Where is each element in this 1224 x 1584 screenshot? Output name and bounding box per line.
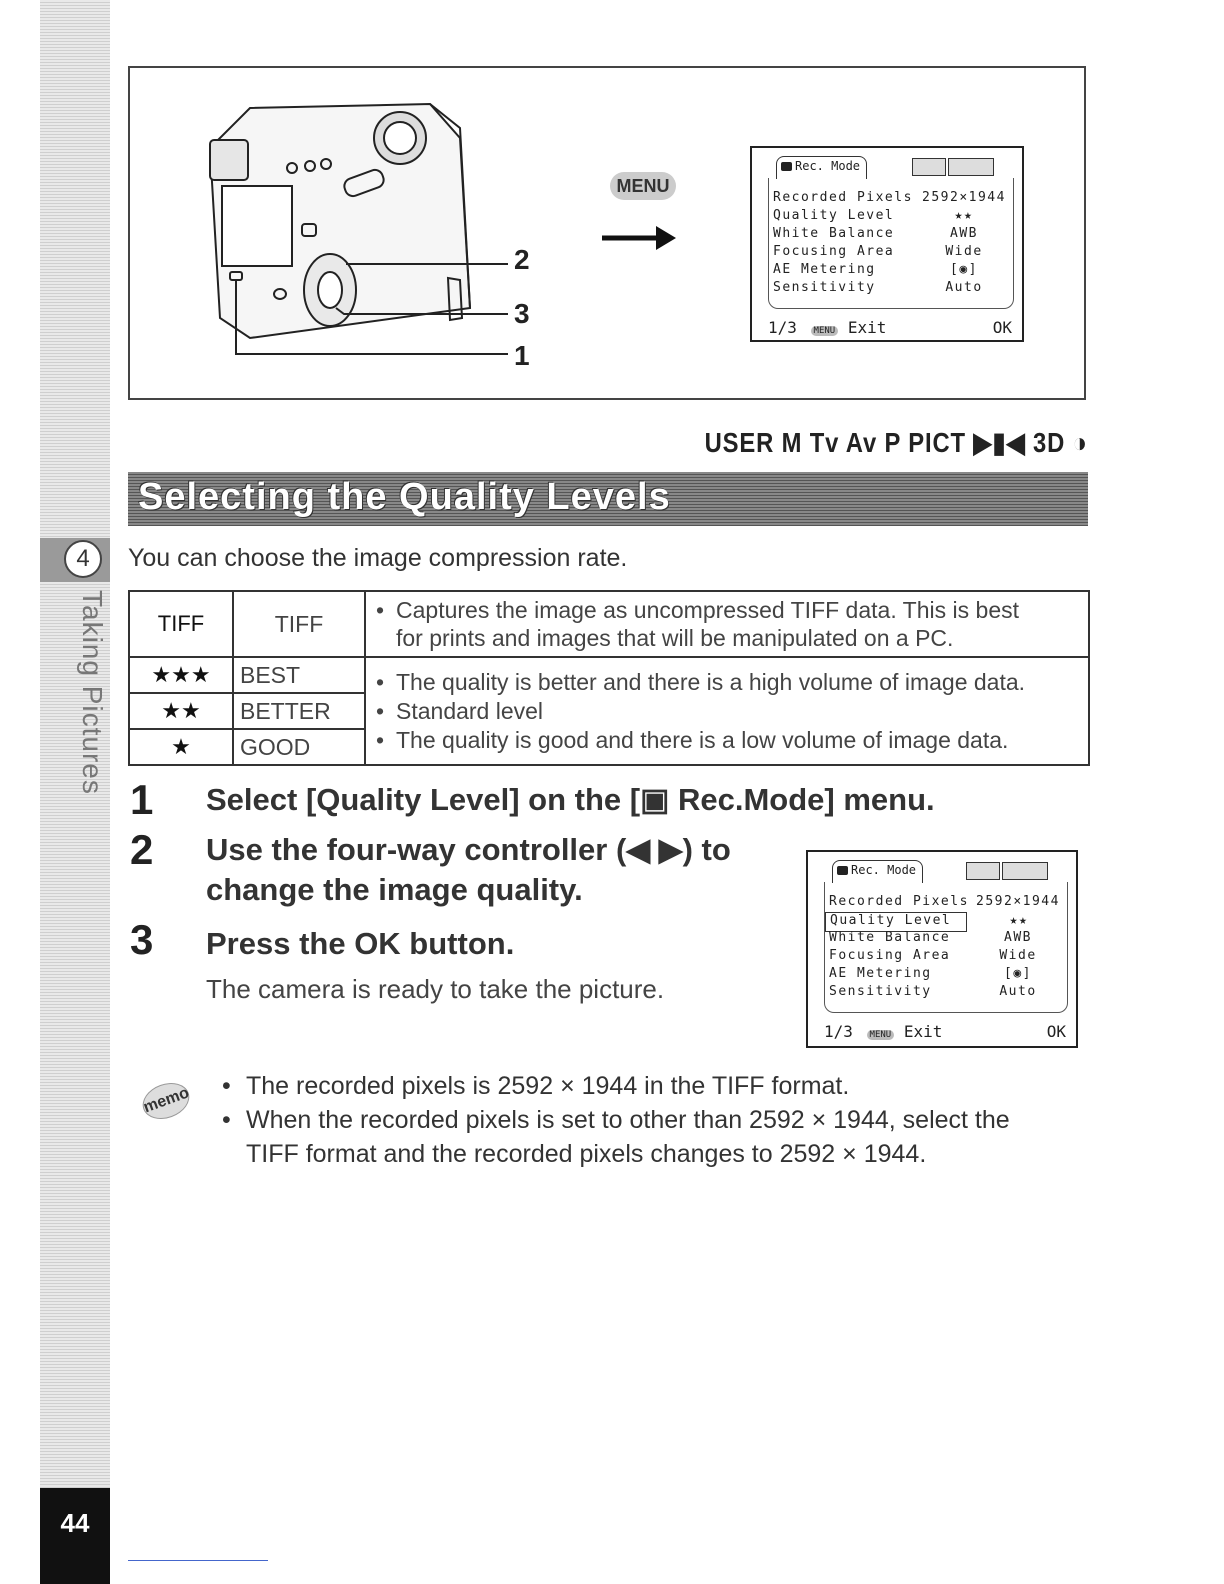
tab-playback [912,158,946,176]
step-number: 2 [130,826,154,873]
callout-1: 1 [514,340,530,371]
lcd-screen-quality [806,850,1078,1048]
page-number: 44 [60,1508,90,1538]
tab-setup [948,158,994,176]
table-row [129,657,1089,693]
callout-2: 2 [514,244,530,275]
table-row [129,591,1089,657]
quality-symbol: ★★★ [129,657,233,693]
lcd-row: Focusing Area Wide [773,244,983,259]
step-3-subtext: The camera is ready to take the picture. [206,974,665,1004]
lcd-row: White Balance AWB [829,930,1032,945]
lcd-row: Sensitivity Auto [773,280,983,295]
step-number: 3 [130,916,154,963]
tab-setup [1002,862,1048,880]
lcd-tabs [760,156,1014,178]
intro-text: You can choose the image compression rate. [128,544,628,572]
mode-icons: USER M Tv Av P PICT ▶▮◀ 3D ◑ [704,427,1088,458]
step-text: Press the OK button. [206,926,515,961]
step-text: Select [Quality Level] on the [▣ Rec.Mode] menu. [206,782,935,817]
memo-icon: memo [136,1078,186,1122]
quality-name: TIFF [233,591,365,657]
lcd-row: Sensitivity Auto [829,984,1037,999]
lcd-screen-menu [750,146,1024,342]
lcd-row: White Balance AWB [773,226,978,241]
lcd-row: AE Metering [◉] [829,966,1032,981]
chapter-title: Taking Pictures [77,590,108,795]
menu-mini-icon: MENU [811,326,839,336]
tab-rec-mode: Rec. Mode [776,156,867,179]
camera-icon [837,866,848,875]
quality-symbol: TIFF [129,591,233,657]
lcd-menu-frame [768,178,1014,309]
lcd-row: AE Metering [◉] [773,262,978,277]
lcd-menu-frame [824,882,1068,1013]
chapter-number: 4 [64,540,102,578]
footer-line [128,1560,268,1561]
quality-descriptions: • The quality is better and there is a high volume of image data. • Standard level • The quality is good and there is a low volume of image data. [365,657,1089,765]
illustration-box [128,66,1086,400]
camera-icon [781,162,792,171]
lcd-tabs [816,860,1068,882]
tiff-description: • Captures the image as uncompressed TIFF data. This is best for prints and images that will be manipulated on a PC. [365,591,1089,657]
menu-button-graphic [600,168,680,248]
tab-playback [966,862,1000,880]
page-number-box [40,1488,110,1584]
quality-symbol: ★ [129,729,233,765]
lcd-bottom-bar: 1/3 MENU Exit OK [768,318,1012,337]
callout-3: 3 [514,298,530,329]
step-text: change the image quality. [206,872,583,907]
quality-name: BEST [233,657,365,693]
quality-symbol: ★★ [129,693,233,729]
step-number: 1 [130,776,154,823]
section-title: Selecting the Quality Levels [138,476,671,518]
menu-button-icon: MENU [610,172,676,200]
lcd-row: Recorded Pixels 2592×1944 [773,190,1006,205]
lcd-row-selected: Quality Level ★★ [825,912,967,932]
lcd-row: Focusing Area Wide [829,948,1037,963]
lcd-row: Quality Level ★★ [773,208,974,223]
tab-rec-mode: Rec. Mode [832,860,923,883]
lcd-row: Recorded Pixels 2592×1944 [829,894,1060,909]
lcd-bottom-bar: 1/3 MENU Exit OK [824,1022,1066,1041]
step-text: Use the four-way controller (◀ ▶) to [206,832,731,867]
quality-table [128,590,1090,766]
section-header [128,472,1088,526]
quality-name: GOOD [233,729,365,765]
quality-name: BETTER [233,693,365,729]
menu-mini-icon: MENU [867,1030,895,1040]
